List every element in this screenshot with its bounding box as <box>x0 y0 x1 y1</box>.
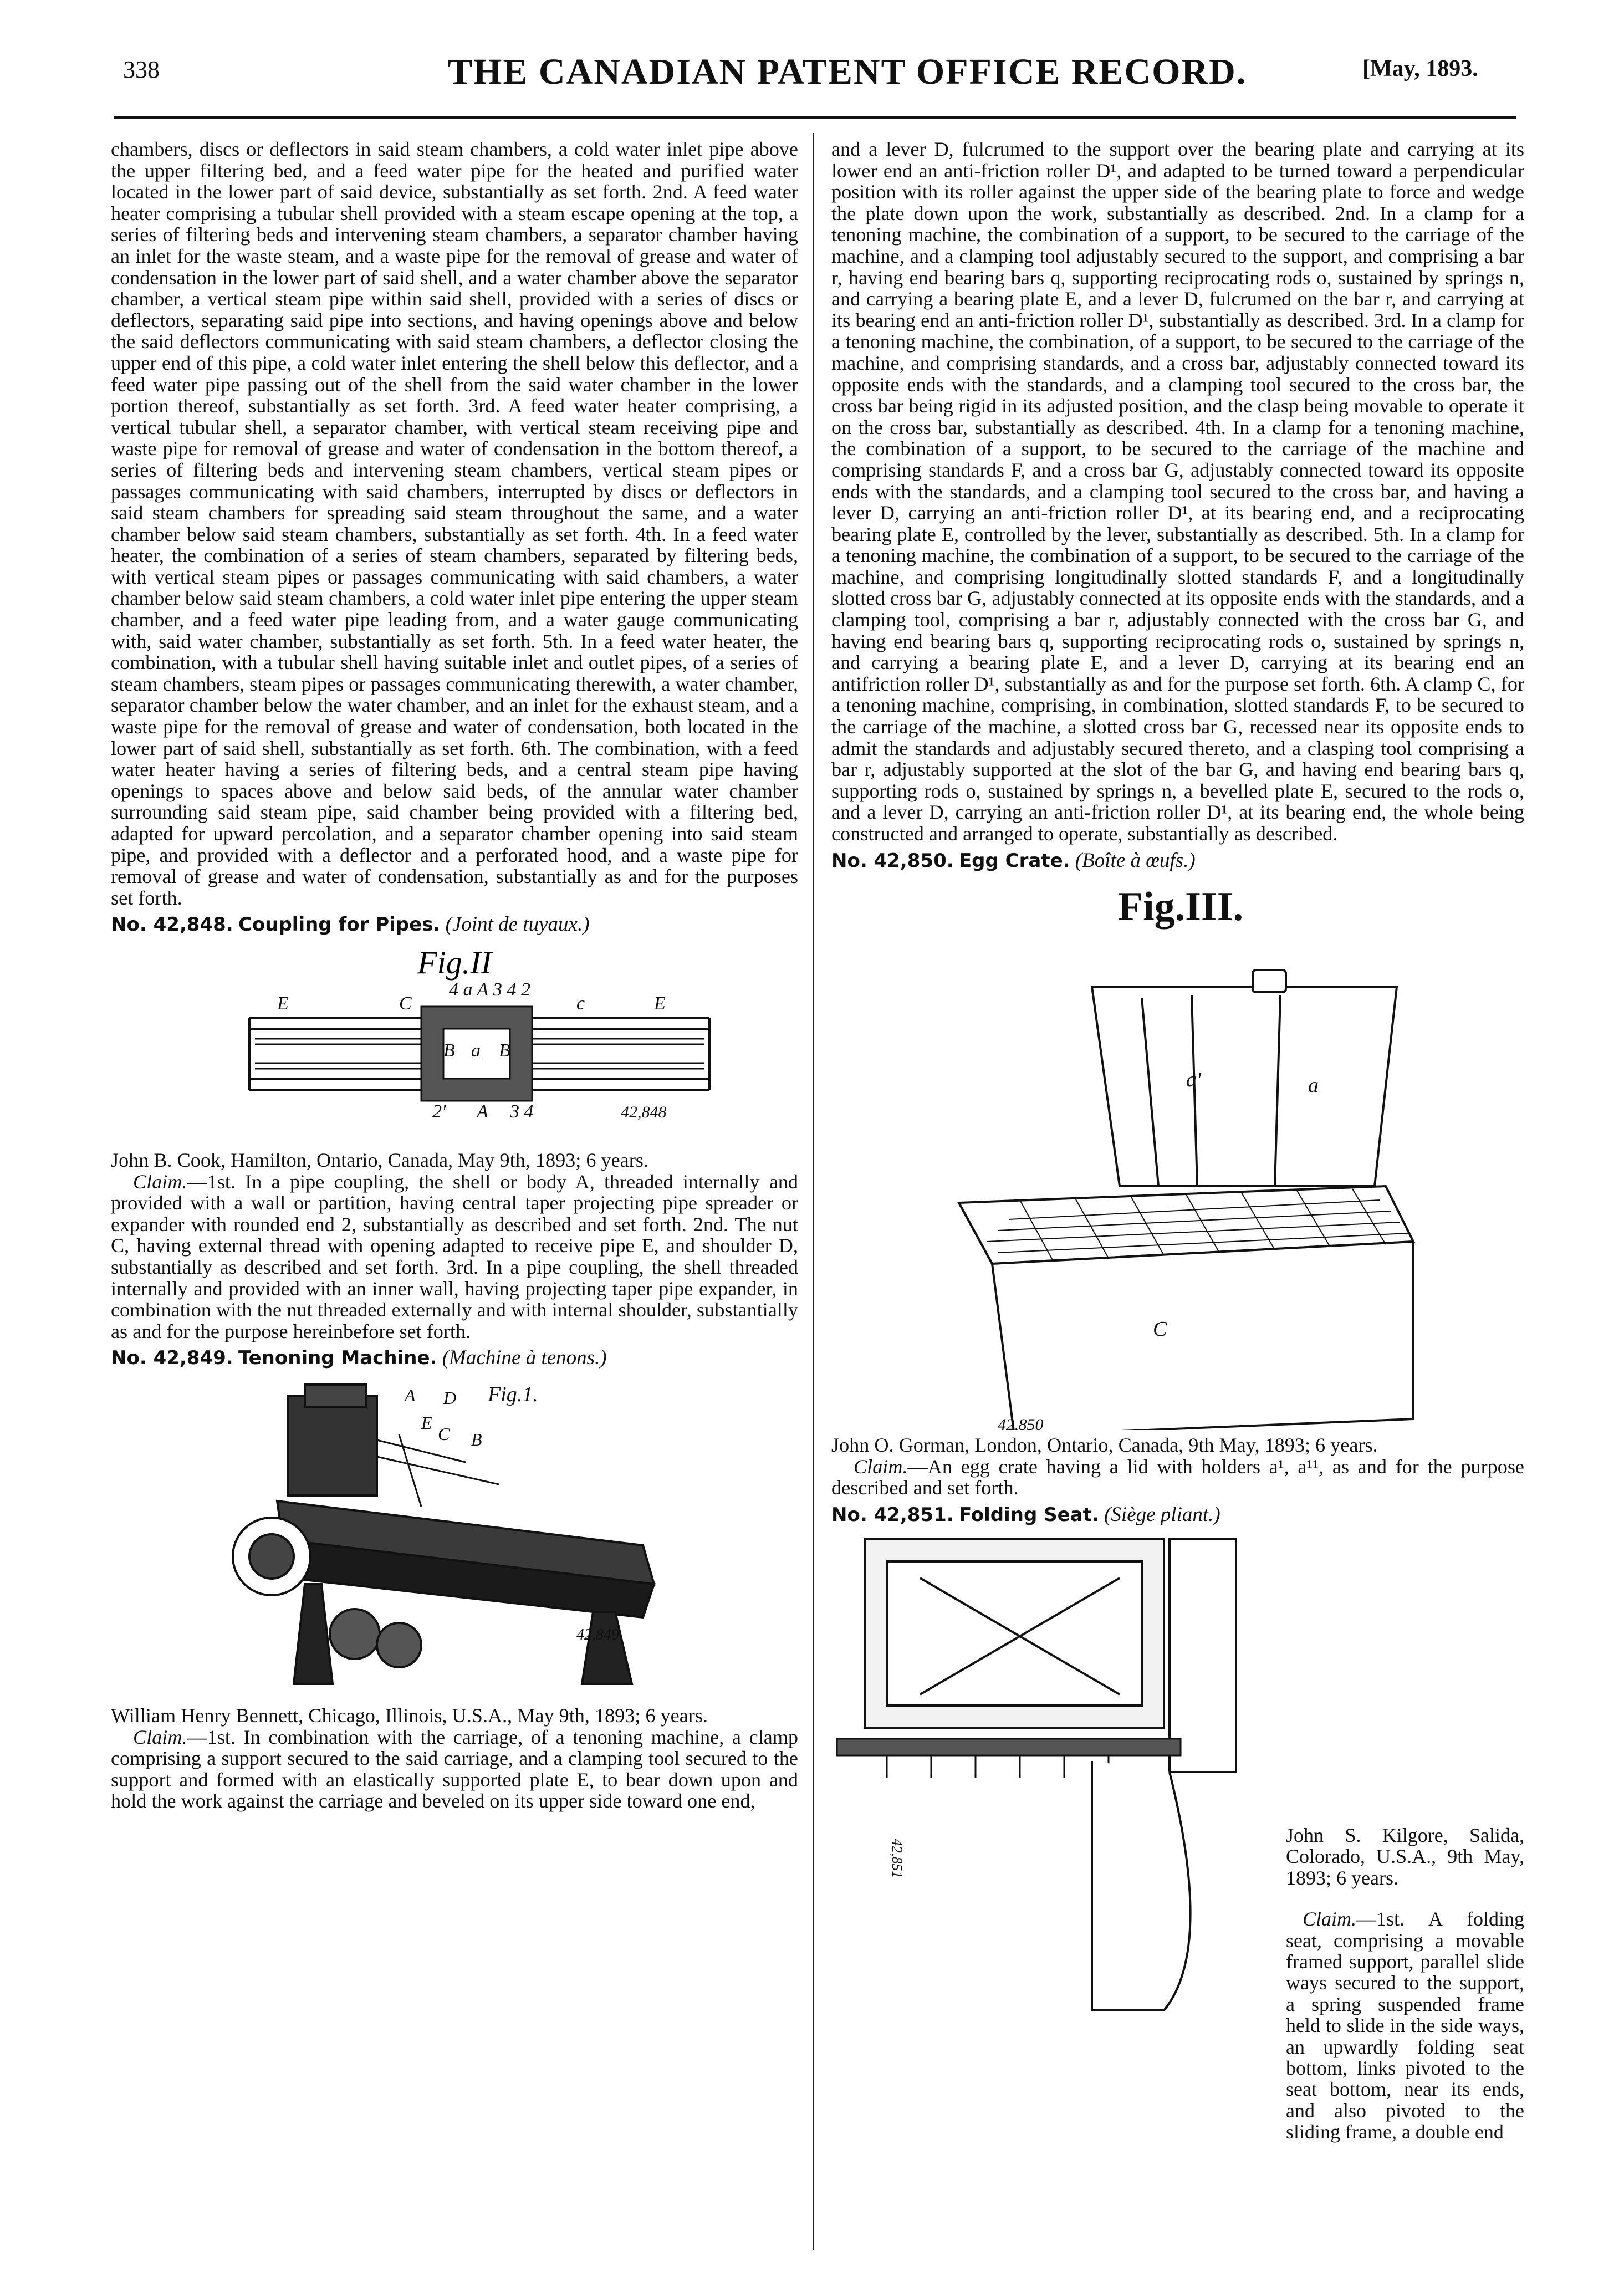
svg-text:a: a <box>471 1040 481 1061</box>
patent-number: No. 42,850. <box>831 849 954 872</box>
svg-text:B: B <box>443 1040 455 1061</box>
patent-entry-heading <box>831 1504 1524 1526</box>
svg-text:C: C <box>1153 1318 1167 1341</box>
folding-seat-figure <box>831 1528 1275 2082</box>
pipe-coupling-drawing <box>111 940 798 1145</box>
patent-french-title: (Machine à tenons.) <box>442 1346 607 1370</box>
patent-number: No. 42,851. <box>831 1503 954 1526</box>
patent-french-title: (Joint de tuyaux.) <box>445 913 590 936</box>
pipe-coupling-figure <box>111 940 798 1145</box>
svg-text:4 a A 3 4 2: 4 a A 3 4 2 <box>449 979 531 1000</box>
left-column <box>111 139 798 1812</box>
tenoning-machine-drawing <box>111 1374 798 1701</box>
patent-entry-heading <box>831 850 1524 872</box>
journal-title: THE CANADIAN PATENT OFFICE RECORD. <box>448 52 1247 92</box>
page-number: 338 <box>123 56 160 83</box>
figure-number: 42,850 <box>998 1416 1044 1431</box>
patent-french-title: (Siège pliant.) <box>1104 1503 1220 1526</box>
patent-claim <box>111 1727 798 1812</box>
svg-text:E: E <box>277 993 289 1014</box>
svg-text:2': 2' <box>432 1101 446 1122</box>
folding-seat-text <box>1286 1825 1524 2143</box>
claim-lead: Claim. <box>854 1455 908 1478</box>
figure-label: Fig.1. <box>488 1382 538 1406</box>
svg-text:B: B <box>471 1429 482 1449</box>
continued-claims-text: and a lever D, fulcrumed to the support over the bearing plate and carrying at its lower end an anti-friction roller D¹, and adapted to be turned toward a perpendicular position with its roller against the upper side of the bearing plate to force and wedge the plate down upon the work, substantially as described. 2nd. In a clamp for a tenoning machine, the combination of a support, to be secured to the carriage of the machine, and a clamping tool adjustably secured to the support, and comprising a bar r, having end bearing bars q, supporting reciprocating rods o, sustained by springs n, and carrying a bearing plate E, and a lever D, fulcrumed on the bar r, and carrying at its bearing end an anti-friction roller D¹, substantially as described. 3rd. In a clamp for a tenoning machine, the combination, of a support, to be secured to the carriage of the machine, and comprising standards, and a cross bar, adjustably connected toward its opposite ends with the standards, and a clamping tool secured to the cross bar, the cross bar being rigid in its adjusted position, and the clasp being movable to operate it on the cross bar, substantially as described. 4th. In a clamp for a tenoning machine, the combination of a support, to be secured to the carriage of the machine and comprising standards F, and a cross bar G, adjustably connected toward its opposite ends with the standards, and a clamping tool secured to the cross bar, and having a lever D, carrying an anti-friction roller D¹, at its bearing end, and a reciprocating bearing plate E, controlled by the lever, substantially as described. 5th. In a clamp for a tenoning machine, the combination of a support, to be secured to the carriage of the machine, and comprising longitudinally slotted standards F, and a longitudinally slotted cross bar G, adjustably connected at its opposite ends with the standards, and a clamping tool, comprising a bar r, adjustably connected with the cross bar G, and having end bearing bars q, supporting reciprocating rods o, sustained by springs n, and carrying a bearing plate E, and a lever D, carrying at its bearing end an antifriction roller D¹, substantially as and for the purpose set forth. 6th. A clamp C, for a tenoning machine, comprising, in combination, slotted standards F, to be secured to the carriage of the machine, a slotted cross bar G, recessed near its opposite ends to admit the standards and adjustably secured thereto, and a clasping tool comprising a bar r, adjustably supported at the slot of the bar G, and having end bearing bars q, supporting rods o, sustained by springs n, a bevelled plate E, secured to the rods o, and a lever D, carrying an anti-friction roller D¹, at its bearing end, the whole being constructed and arranged to operate, substantially as described. <box>831 138 1524 845</box>
svg-text:3 4: 3 4 <box>510 1101 534 1122</box>
patent-entry-heading <box>111 914 798 936</box>
patent-title: Folding Seat. <box>958 1503 1099 1526</box>
figure-number: 42,848 <box>621 1102 667 1121</box>
claim-text: —An egg crate having a lid with holders a¹, a¹¹, as and for the purpose described and set forth. <box>831 1455 1524 1499</box>
patent-author: John O. Gorman, London, Ontario, Canada, 9th May, 1893; 6 years. <box>831 1434 1378 1457</box>
egg-crate-figure <box>831 876 1524 1430</box>
page-header <box>0 51 1624 101</box>
patent-entry-heading <box>111 1347 798 1369</box>
svg-text:C: C <box>399 993 412 1014</box>
svg-text:D: D <box>443 1387 457 1408</box>
patent-author: John B. Cook, Hamilton, Ontario, Canada, May 9th, 1893; 6 years. <box>111 1148 648 1171</box>
patent-number: No. 42,848. <box>111 913 233 936</box>
claim-lead: Claim. <box>133 1170 187 1193</box>
svg-text:a: a <box>1308 1074 1319 1097</box>
svg-text:B: B <box>499 1040 510 1061</box>
patent-french-title: (Boîte à œufs.) <box>1075 849 1196 872</box>
patent-title: Egg Crate. <box>958 849 1070 872</box>
tenoning-machine-figure <box>111 1374 798 1701</box>
svg-text:E: E <box>421 1412 432 1433</box>
claim-text: —1st. In a pipe coupling, the shell or body A, threaded internally and provided with a wall or partition, having central taper projecting pipe spreader or expander with rounded end 2, substantially as described and set forth. 2nd. The nut C, having external thread with opening adapted to receive pipe E, and shoulder D, substantially as described and set forth. 3rd. In a pipe coupling, the shell threaded internally and provided with an inner wall, having projecting taper pipe expander, in combination with the nut threaded externally and with internal shoulder, substantially as and for the purpose hereinbefore set forth. <box>111 1170 798 1342</box>
patent-author: John S. Kilgore, Salida, Colorado, U.S.A., 9th May, 1893; 6 years. <box>1286 1824 1524 1889</box>
right-column <box>831 139 1524 2082</box>
claim-text: —1st. A folding seat, comprising a movable framed support, parallel slide ways secured to the support, a spring suspended frame held to slide in the side ways, an upwardly folding seat bottom, links pivoted to the seat bottom, near its ends, and also pivoted to the sliding frame, a double end <box>1286 1908 1524 2143</box>
svg-text:A: A <box>477 1101 488 1122</box>
figure-label: Fig.II <box>417 944 492 981</box>
svg-text:A: A <box>405 1385 416 1405</box>
figure-number: 42,849 <box>576 1626 619 1643</box>
egg-crate-drawing <box>831 876 1524 1430</box>
patent-title: Coupling for Pipes. <box>238 913 441 936</box>
patent-number: No. 42,849. <box>111 1347 233 1370</box>
figure-number: 42,851 <box>889 1838 905 1878</box>
claim-text: —1st. In combination with the carriage, of a tenoning machine, a clamp comprising a support secured to the said carriage, and a clamping tool secured to the support and formed with an elastically supported plate E, to bear down upon and hold the work against the carriage and beveled on its upper side toward one end, <box>111 1725 798 1813</box>
issue-date: [May, 1893. <box>1362 56 1478 81</box>
continued-claims-text: chambers, discs or deflectors in said steam chambers, a cold water inlet pipe above the upper filtering bed, and a feed water pipe for the heated and purified water located in the lower part of said device, substantially as set forth. 2nd. A feed water heater comprising a tubular shell provided with a steam escape opening at the top, a series of filtering beds and intervening steam chambers, a separator chamber having an inlet for the waste steam, and a waste pipe for the removal of grease and water of condensation in the lower part of said shell, and a water chamber above the separator chamber, a vertical steam pipe within said shell, provided with a series of discs or deflectors, separating said pipe into sections, and having openings above and below the said deflectors communicating with said steam chambers, a deflector closing the upper end of this pipe, a cold water inlet entering the shell below this deflector, and a feed water pipe passing out of the shell from the said water chamber in the lower portion thereof, substantially as set forth. 3rd. A feed water heater comprising, a vertical tubular shell, a separator chamber, with vertical steam receiving pipe and waste pipe for removal of grease and water of condensation in the bottom thereof, a series of filtering beds and intervening steam chambers, vertical steam pipes or passages communicating with said chambers, interrupted by discs or deflectors in said steam chambers for spreading said steam throughout the same, and a water chamber below said steam chambers, substantially as set forth. 4th. In a feed water heater, the combination of a series of steam chambers, separated by filtering beds, with vertical steam pipes or passages communicating with said chambers, a water chamber below said steam chambers, a cold water inlet pipe entering the upper steam chamber, and a feed water pipe leading from, and a water gauge communicating with, said water chamber, substantially as set forth. 5th. In a feed water heater, the combination, with a tubular shell having suitable inlet and outlet pipes, of a series of steam chambers, steam pipes or passages communicating therewith, a water chamber, separator chamber below the water chamber, and an inlet for the exhaust steam, and a waste pipe for the removal of grease and water of condensation, both located in the lower part of said shell, substantially as set forth. 6th. The combination, with a feed water heater having a series of filtering beds, and a central steam pipe having openings to spaces above and below said beds, of the annular water chamber surrounding said steam pipe, said chamber being provided with a filtering bed, adapted for upward percolation, and a separator chamber opening into said steam pipe, and provided with a deflector and a perforated hood, and a waste pipe for removal of grease and water of condensation, substantially as and for the purposes set forth. <box>111 138 798 909</box>
claim-lead: Claim. <box>1303 1908 1357 1931</box>
header-rule <box>114 116 1516 119</box>
patent-author: William Henry Bennett, Chicago, Illinois, U.S.A., May 9th, 1893; 6 years. <box>111 1704 708 1727</box>
patent-title: Tenoning Machine. <box>238 1347 437 1370</box>
svg-text:a': a' <box>1186 1068 1202 1092</box>
patent-claim <box>1286 1908 1524 2142</box>
claim-lead: Claim. <box>133 1725 187 1748</box>
folding-seat-drawing <box>831 1528 1275 2082</box>
figure-label: Fig.III. <box>1117 884 1244 930</box>
patent-claim <box>111 1171 798 1342</box>
column-divider <box>813 133 814 2250</box>
patent-claim <box>831 1456 1524 1499</box>
svg-text:E: E <box>654 993 666 1014</box>
svg-text:C: C <box>438 1423 450 1444</box>
svg-text:c: c <box>576 993 585 1014</box>
